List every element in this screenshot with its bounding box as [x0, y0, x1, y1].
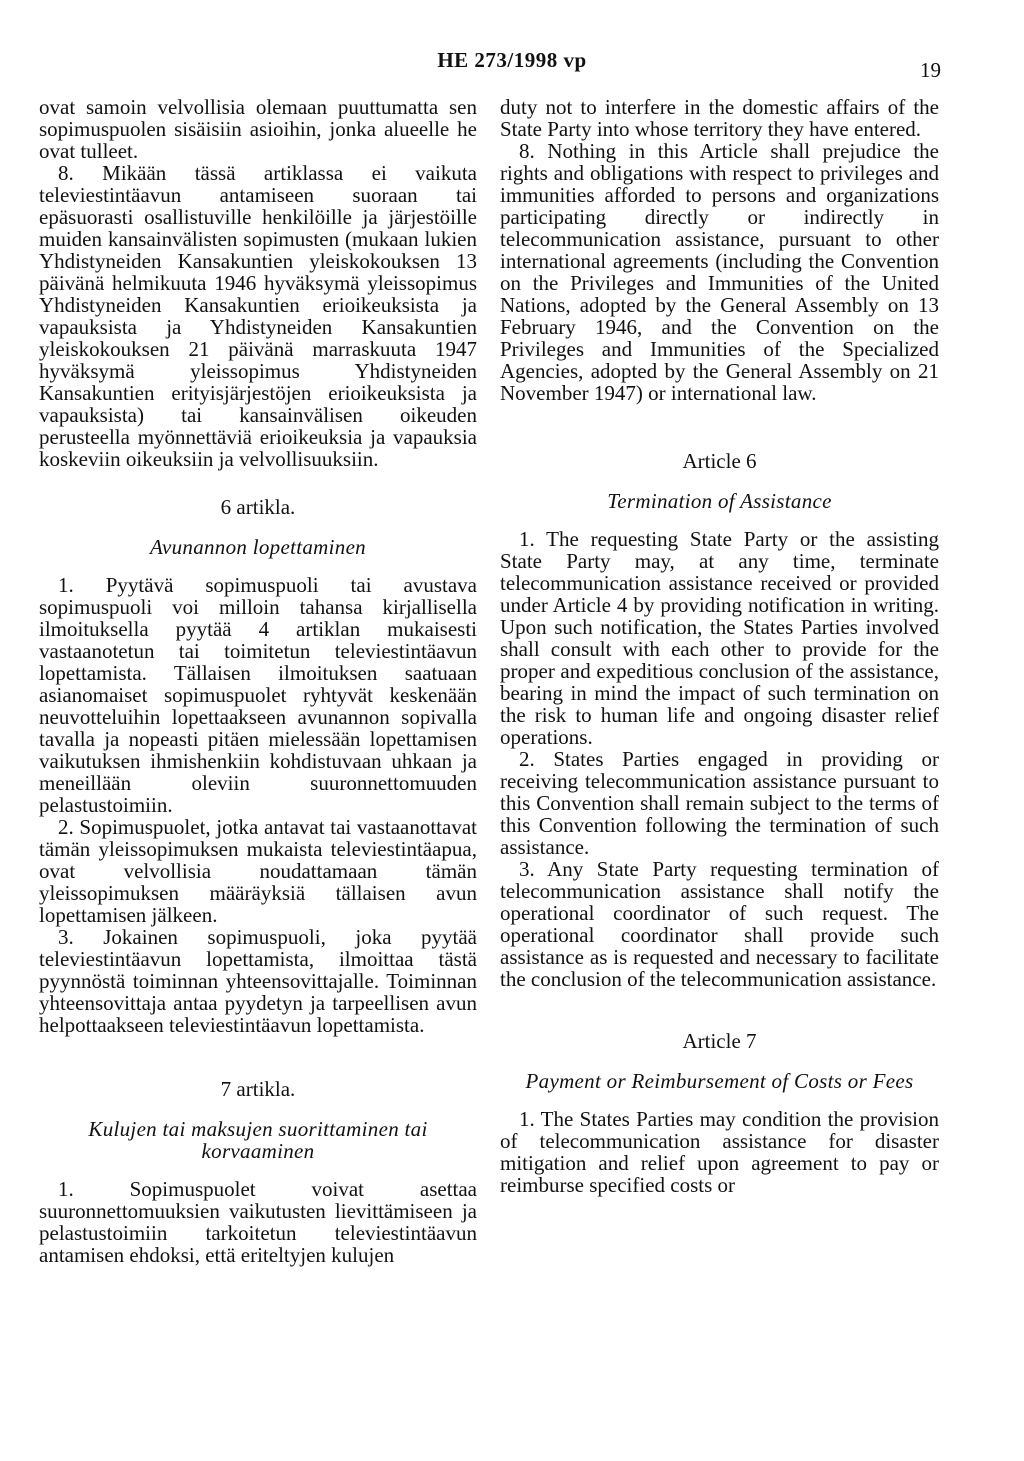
- article-7-paragraph-1: 1. Sopimuspuolet voivat asettaa suuronnettomuuksien vaikutusten lievittämiseen ja pelastustoimiin tarkoitetun televiestintäavun antamisen ehdoksi, että eriteltyjen kulujen: [39, 1177, 477, 1267]
- article-6-heading: 6 artikla.: [220, 495, 296, 519]
- article-6-title: Avunannon lopettaminen: [150, 535, 366, 559]
- english-column: [500, 96, 939, 1196]
- article-6-paragraph-3: 3. Jokainen sopimuspuoli, joka pyytää televiestintäavun lopettamista, ilmoittaa tästä pyynnöstä toiminnan yhteensovittajalle. Toiminnan yhteensovittaja antaa pyydetyn ja tarpeellisen avun helpottaakseen televiestintäavun lopettamista.: [39, 925, 477, 1037]
- article-6-paragraph-2: 2. Sopimuspuolet, jotka antavat tai vastaanottavat tämän yleissopimuksen mukaista televiestintäapua, ovat velvollisia noudattamaan tämän yleissopimuksen määräyksiä tällaisen avun lopettamisen jälkeen.: [39, 815, 477, 927]
- page-header: [0, 48, 1024, 82]
- article-6-paragraph-1: 1. The requesting State Party or the assisting State Party may, at any time, terminate telecommunication assistance received or provided under Article 4 by providing notification in writing. Upon such notification, the States Parties involved shall consult with each other to provide for the proper and expeditious conclusion of the assistance, bearing in mind the impact of such termination on the risk to human life and ongoing disaster relief operations.: [500, 527, 939, 749]
- paragraph-intro: duty not to interfere in the domestic affairs of the State Party into whose territory they have entered.: [500, 95, 939, 141]
- article-6-title: Termination of Assistance: [607, 489, 832, 513]
- article-7-heading: 7 artikla.: [220, 1077, 296, 1101]
- paragraph-8: 8. Nothing in this Article shall prejudice the rights and obligations with respect to privileges and immunities afforded to persons and organizations participating directly or indirectly in telecommunication assistance, pursuant to other international agreements (including the Convention on the Privileges and Immunities of the United Nations, adopted by the General Assembly on 13 February 1946, and the Convention on the Privileges and Immunities of the Specialized Agencies, adopted by the General Assembly on 21 November 1947) or international law.: [500, 139, 939, 405]
- paragraph-intro: ovat samoin velvollisia olemaan puuttumatta sen sopimuspuolen sisäisiin asioihin, jonka alueelle he ovat tulleet.: [39, 95, 477, 163]
- article-6-paragraph-3: 3. Any State Party requesting termination of telecommunication assistance shall notify the operational coordinator of such request. The operational coordinator shall provide such assistance as is requested and necessary to facilitate the conclusion of the telecommunication assistance.: [500, 857, 939, 991]
- page-number: 19: [920, 58, 941, 82]
- paragraph-8: 8. Mikään tässä artiklassa ei vaikuta televiestintäavun antamiseen suoraan tai epäsuorasti osallistuville henkilöille ja järjestöille muiden kansainvälisten sopimusten (mukaan lukien Yhdistyneiden Kansakuntien yleiskokouksen 13 päivänä helmikuuta 1946 hyväksymä yleissopimus Yhdistyneiden Kansakuntien erioikeuksista ja vapauksista ja Yhdistyneiden Kansakuntien yleiskokouksen 21 päivänä marraskuuta 1947 hyväksymä yleissopimus Yhdistyneiden Kansakuntien erityisjärjestöjen erioikeuksista ja vapauksista) tai kansainvälisen oikeuden perusteella myönnettäviä erioikeuksia ja vapauksia koskeviin oikeuksiin ja velvollisuuksiin.: [39, 161, 477, 471]
- finnish-column: [39, 96, 477, 1266]
- article-6-paragraph-1: 1. Pyytävä sopimuspuoli tai avustava sopimuspuoli voi milloin tahansa kirjallisella ilmoituksella pyytää 4 artiklan mukaisesti vastaanotetun tai toimitetun televiestintäavun lopettamista. Tällaisen ilmoituksen saatuaan asianomaiset sopimuspuolet ryhtyvät keskenään neuvotteluihin lopettaakseen avunannon sopivalla tavalla ja nopeasti pitäen mielessään lopettamisen vaikutuksen ihmishenkiin kohdistuvaan uhkaan ja meneillään oleviin suuronnettomuuden pelastustoimiin.: [39, 573, 477, 817]
- article-6-paragraph-2: 2. States Parties engaged in providing or receiving telecommunication assistance pursuant to this Convention shall remain subject to the terms of this Convention following the termination of such assistance.: [500, 747, 939, 859]
- article-7-heading: Article 7: [682, 1029, 757, 1053]
- article-7-paragraph-1: 1. The States Parties may condition the provision of telecommunication assistance for disaster mitigation and relief upon agreement to pay or reimburse specified costs or: [500, 1107, 939, 1197]
- article-7-title: Kulujen tai maksujen suorittaminen tai korvaaminen: [88, 1117, 428, 1163]
- article-7-title: Payment or Reimbursement of Costs or Fees: [525, 1069, 914, 1093]
- document-id: HE 273/1998 vp: [437, 48, 587, 72]
- article-6-heading: Article 6: [682, 449, 757, 473]
